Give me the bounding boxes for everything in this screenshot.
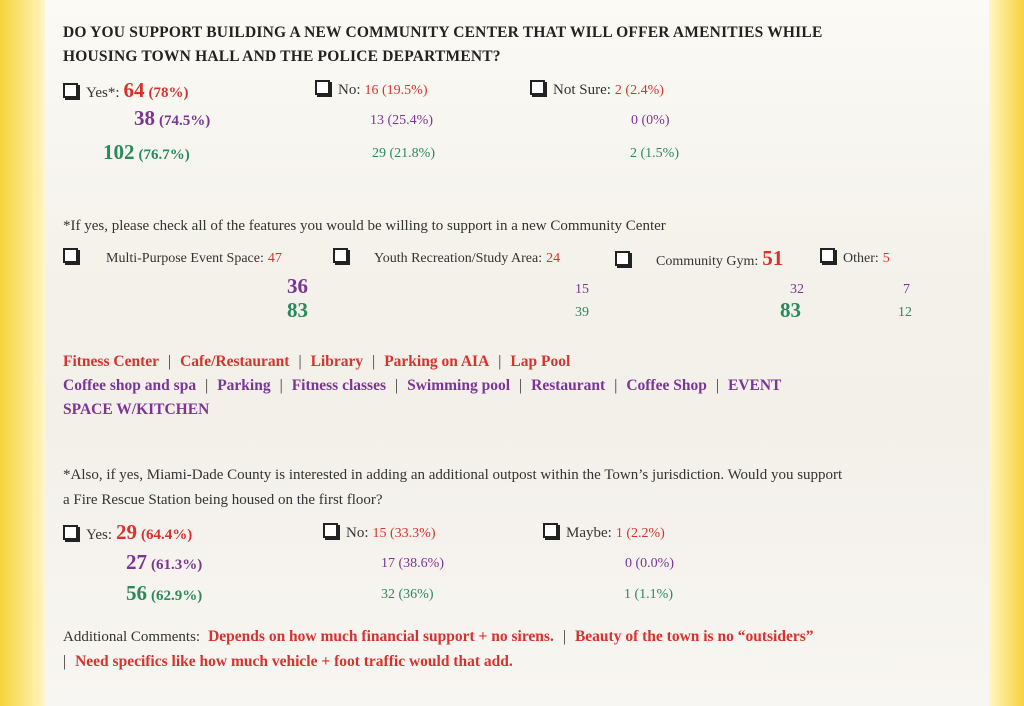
option-label: Community Gym:	[656, 254, 759, 269]
percent: (78%)	[148, 85, 189, 101]
result: 0 (0.0%)	[625, 556, 674, 571]
count: 36	[287, 274, 308, 298]
checkbox-icon[interactable]	[323, 523, 338, 538]
q3-option-no[interactable]	[323, 523, 436, 542]
count: 83	[780, 298, 801, 322]
result: 16 (19.5%)	[364, 83, 428, 98]
count: 56	[126, 581, 147, 605]
result: 29 (21.8%)	[372, 146, 435, 161]
result: 1 (2.2%)	[615, 526, 665, 541]
checkbox-icon[interactable]	[333, 248, 348, 263]
q1-option-not-sure[interactable]	[530, 80, 664, 99]
curtain-left-decoration	[0, 0, 45, 706]
result: 1 (1.1%)	[624, 587, 673, 602]
count: 5	[882, 251, 890, 266]
q1-option-no[interactable]	[315, 80, 428, 99]
option-label: Yes:	[86, 527, 112, 543]
count: 29	[116, 520, 137, 544]
other-responses-purple: Coffee shop and spa | Parking | Fitness classes | Swimming pool | Restaurant | Coffee Shop | EVENT	[63, 377, 782, 394]
checkbox-icon[interactable]	[530, 80, 545, 95]
count: 15	[575, 282, 589, 297]
count: 38	[134, 106, 155, 130]
count: 39	[575, 305, 589, 320]
count: 102	[103, 140, 135, 164]
option-label: No:	[338, 82, 361, 98]
count: 24	[546, 251, 561, 266]
q1-title-line2: HOUSING TOWN HALL AND THE POLICE DEPARTMENT?	[63, 48, 501, 65]
percent: (74.5%)	[159, 113, 211, 129]
q2-option-gym[interactable]	[615, 246, 783, 271]
result: 32 (36%)	[381, 587, 434, 602]
checkbox-icon[interactable]	[63, 83, 78, 98]
count: 12	[898, 305, 912, 320]
additional-comments: Additional Comments: Depends on how much financial support + no sirens. | Beauty of the town is no “outsiders”	[63, 628, 814, 645]
checkbox-icon[interactable]	[820, 248, 835, 263]
count: 47	[267, 251, 282, 266]
result: 2 (1.5%)	[630, 146, 679, 161]
result: 13 (25.4%)	[370, 113, 433, 128]
other-responses-red: Fitness Center | Cafe/Restaurant | Library | Parking on AIA | Lap Pool	[63, 353, 571, 370]
result: 0 (0%)	[631, 113, 670, 128]
count: 64	[123, 78, 145, 102]
count: 32	[790, 282, 804, 297]
percent: (61.3%)	[151, 557, 203, 573]
q3-title-line2: a Fire Rescue Station being housed on the first floor?	[63, 492, 383, 508]
q3-title-line1: *Also, if yes, Miami-Dade County is interested in adding an additional outpost within the Town’s jurisdiction. Would you support	[63, 467, 843, 483]
percent: (76.7%)	[138, 147, 190, 163]
result: 2 (2.4%)	[614, 83, 664, 98]
checkbox-icon[interactable]	[63, 525, 78, 540]
option-label: Not Sure:	[553, 82, 611, 98]
option-label: Yes*:	[86, 85, 120, 101]
option-label: No:	[346, 525, 369, 541]
q1-option-yes[interactable]	[63, 78, 189, 103]
count: 51	[762, 246, 784, 270]
q2-option-other[interactable]	[820, 248, 890, 267]
result: 15 (33.3%)	[372, 526, 436, 541]
count: 83	[287, 298, 308, 322]
checkbox-icon[interactable]	[63, 248, 78, 263]
result: 17 (38.6%)	[381, 556, 444, 571]
option-label: Maybe:	[566, 525, 612, 541]
q2-option-event-space[interactable]	[63, 248, 282, 267]
count: 27	[126, 550, 147, 574]
additional-comments-cont: | Need specifics like how much vehicle + foot traffic would that add.	[63, 653, 513, 670]
checkbox-icon[interactable]	[315, 80, 330, 95]
checkbox-icon[interactable]	[543, 523, 558, 538]
checkbox-icon[interactable]	[615, 251, 630, 266]
curtain-right-decoration	[989, 0, 1024, 706]
percent: (62.9%)	[151, 588, 203, 604]
q2-option-youth[interactable]	[333, 248, 560, 267]
q2-title: *If yes, please check all of the features you would be willing to support in a new Community Center	[63, 218, 666, 234]
option-label: Other:	[843, 251, 879, 266]
q3-option-maybe[interactable]	[543, 523, 665, 542]
other-responses-purple-cont: SPACE W/KITCHEN	[63, 401, 210, 418]
option-label: Multi-Purpose Event Space:	[106, 251, 264, 266]
q1-title-line1: DO YOU SUPPORT BUILDING A NEW COMMUNITY CENTER THAT WILL OFFER AMENITIES WHILE	[63, 24, 823, 41]
count: 7	[903, 282, 910, 297]
percent: (64.4%)	[141, 527, 193, 543]
q3-option-yes[interactable]	[63, 520, 192, 545]
option-label: Youth Recreation/Study Area:	[374, 251, 543, 266]
